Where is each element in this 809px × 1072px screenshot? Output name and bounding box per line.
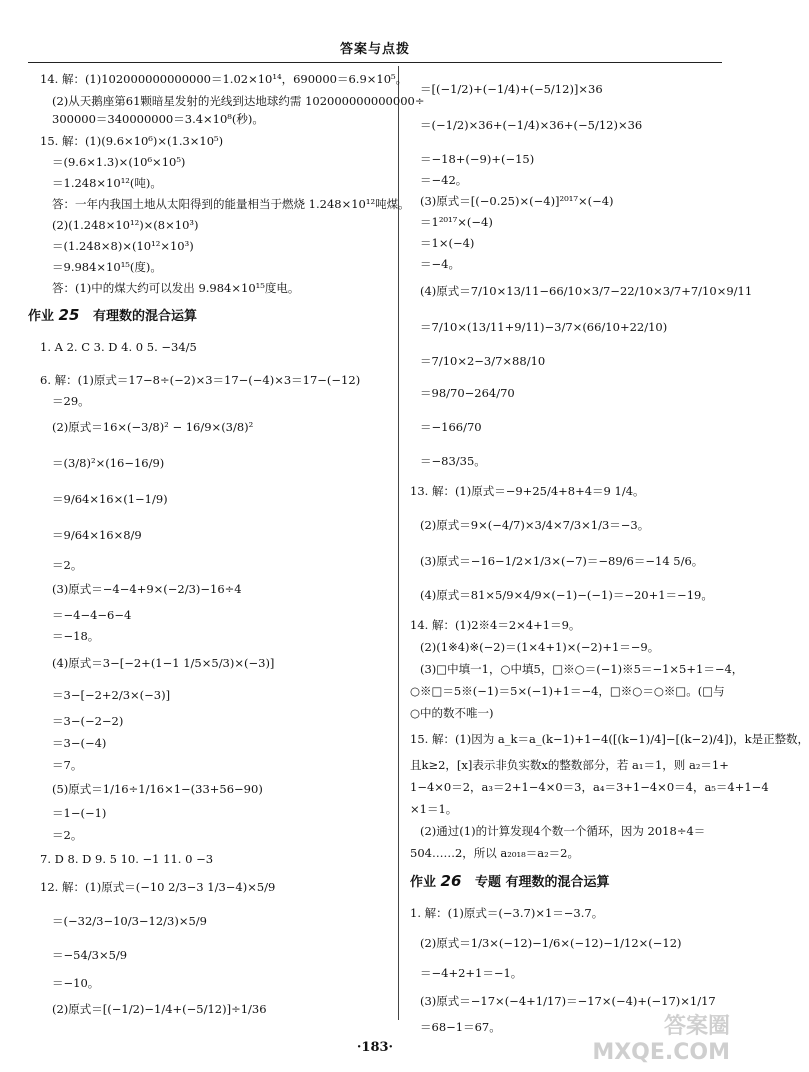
section-heading-25: 作业 25 有理数的混合运算 (28, 306, 198, 324)
answer-line: 15. 解：(1)(9.6×10⁶)×(1.3×10⁵) (40, 134, 224, 148)
answer-line: ＝9/64×16×(1−1/9) (52, 492, 168, 506)
answer-line: 1−4×0＝2，a₃＝2+1−4×0＝3，a₄＝3+1−4×0＝4，a₅＝4+1−4 (410, 780, 769, 794)
answer-line: ＝29。 (52, 394, 90, 408)
answer-line: ＝7/10×(13/11+9/11)−3/7×(66/10+22/10) (420, 320, 668, 334)
answer-line: 7. D 8. D 9. 5 10. −1 11. 0 −3 (40, 852, 214, 866)
answer-line: ＝98/70−264/70 (420, 386, 515, 400)
answer-line: 答：一年内我国土地从太阳得到的能量相当于燃烧 1.248×10¹²吨煤。 (52, 197, 410, 211)
watermark: 答案圈 MXQE.COM (592, 1014, 730, 1065)
answer-line: ＝−18+(−9)+(−15) (420, 152, 535, 166)
answer-line: (3)原式＝−4−4+9×(−2/3)−16÷4 (52, 582, 242, 596)
page-number: ·183· (356, 1040, 394, 1055)
answer-line: ○※□＝5※(−1)＝5×(−1)+1＝−4，□※○＝○※□。(□与 (410, 684, 725, 698)
answer-line: ＝3−(−2−2) (52, 714, 124, 728)
answer-line: ＝1²⁰¹⁷×(−4) (420, 215, 493, 229)
answer-line: (5)原式＝1/16÷1/16×1−(33+56−90) (52, 782, 263, 796)
answer-line: (2)原式＝16×(−3/8)² − 16/9×(3/8)² (52, 420, 254, 434)
answer-line: 14. 解：(1)102000000000000＝1.02×10¹⁴，690000＝6.9×10⁵。 (40, 72, 408, 86)
answer-line: ＝2。 (52, 828, 83, 842)
answer-line: (2)原式＝[(−1/2)−1/4+(−5/12)]÷1/36 (52, 1002, 267, 1016)
answer-line: ＝−10。 (52, 976, 100, 990)
answer-line: ＝−42。 (420, 173, 468, 187)
answer-line: (3)原式＝−17×(−4+1/17)＝−17×(−4)+(−17)×1/17 (420, 994, 716, 1008)
answer-line: (2)(1※4)※(−2)＝(1×4+1)×(−2)+1＝−9。 (420, 640, 660, 654)
answer-line: ＝1.248×10¹²(吨)。 (52, 176, 162, 190)
answer-line: ＝−166/70 (420, 420, 482, 434)
header-rule (28, 62, 722, 63)
answer-line: ＝−4−4−6−4 (52, 608, 132, 622)
answer-line: 答：(1)中的煤大约可以发出 9.984×10¹⁵度电。 (52, 281, 300, 295)
answer-line: 6. 解：(1)原式＝17−8÷(−2)×3＝17−(−4)×3＝17−(−12) (40, 373, 361, 387)
answer-line: 300000＝340000000＝3.4×10⁸(秒)。 (52, 112, 264, 126)
answer-line: ＝−4。 (420, 257, 460, 271)
answer-line: ＝(1.248×8)×(10¹²×10³) (52, 239, 194, 253)
answer-line: 12. 解：(1)原式＝(−10 2/3−3 1/3−4)×5/9 (40, 880, 276, 894)
answer-line: ○中的数不唯一) (410, 706, 494, 720)
answer-line: 13. 解：(1)原式＝−9+25/4+8+4＝9 1/4。 (410, 484, 645, 498)
answer-line: ＝2。 (52, 558, 83, 572)
answer-line: ＝−4+2+1＝−1。 (420, 966, 523, 980)
answer-line: (2)通过(1)的计算发现4个数一个循环，因为 2018÷4＝ (420, 824, 706, 838)
answer-line: ＝68−1＝67。 (420, 1020, 501, 1034)
answer-line: 15. 解：(1)因为 a_k＝a_(k−1)+1−4([(k−1)/4]−[(k−2)/4])，k是正整数， (410, 732, 809, 746)
answer-line: (3)原式＝[(−0.25)×(−4)]²⁰¹⁷×(−4) (420, 194, 614, 208)
answer-line: ＝1×(−4) (420, 236, 475, 250)
answer-line: ＝(−32/3−10/3−12/3)×5/9 (52, 914, 207, 928)
answer-line: 1. 解：(1)原式＝(−3.7)×1＝−3.7。 (410, 906, 604, 920)
answer-line: (4)原式＝81×5/9×4/9×(−1)−(−1)＝−20+1＝−19。 (420, 588, 713, 602)
answer-line: (4)原式＝7/10×13/11−66/10×3/7−22/10×3/7+7/10×9/11 (420, 284, 753, 298)
answer-line: 1. A 2. C 3. D 4. 0 5. −34/5 (40, 340, 197, 354)
answer-line: 504……2，所以 a₂₀₁₈＝a₂＝2。 (410, 846, 580, 860)
answer-line: ＝3−[−2+2/3×(−3)] (52, 688, 171, 702)
answer-line: (2)原式＝9×(−4/7)×3/4×7/3×1/3＝−3。 (420, 518, 650, 532)
answer-line: (2)原式＝1/3×(−12)−1/6×(−12)−1/12×(−12) (420, 936, 682, 950)
answer-line: 且k≥2，[x]表示非负实数x的整数部分，若 a₁＝1，则 a₂＝1+ (410, 758, 729, 772)
answer-line: ＝7。 (52, 758, 83, 772)
answer-line: ＝−83/35。 (420, 454, 486, 468)
page-header-title: 答案与点拨 (339, 42, 410, 57)
section-heading-26: 作业 26 专题 有理数的混合运算 (410, 872, 610, 890)
answer-line: ＝[(−1/2)+(−1/4)+(−5/12)]×36 (420, 82, 603, 96)
answer-line: 14. 解：(1)2※4＝2×4+1＝9。 (410, 618, 581, 632)
answer-line: ＝7/10×2−3/7×88/10 (420, 354, 546, 368)
answer-line: ＝−18。 (52, 629, 100, 643)
answer-line: (4)原式＝3−[−2+(1−1 1/5×5/3)×(−3)] (52, 656, 275, 670)
answer-line: ＝(−1/2)×36+(−1/4)×36+(−5/12)×36 (420, 118, 643, 132)
answer-line: ＝3−(−4) (52, 736, 107, 750)
answer-line: ＝(3/8)²×(16−16/9) (52, 456, 165, 470)
answer-line: (2)从天鹅座第61颗暗星发射的光线到达地球约需 102000000000000÷ (52, 94, 425, 108)
answer-line: ＝(9.6×1.3)×(10⁶×10⁵) (52, 155, 186, 169)
answer-line: (3)□中填一1，○中填5，□※○＝(−1)※5＝−1×5+1＝−4， (420, 662, 744, 676)
answer-line: ＝1−(−1) (52, 806, 107, 820)
answer-line: (2)(1.248×10¹²)×(8×10³) (52, 218, 199, 232)
answer-line: (3)原式＝−16−1/2×1/3×(−7)＝−89/6＝−14 5/6。 (420, 554, 704, 568)
answer-line: ＝−54/3×5/9 (52, 948, 128, 962)
answer-line: ×1＝1。 (410, 802, 458, 816)
answer-line: ＝9/64×16×8/9 (52, 528, 142, 542)
answer-line: ＝9.984×10¹⁵(度)。 (52, 260, 162, 274)
